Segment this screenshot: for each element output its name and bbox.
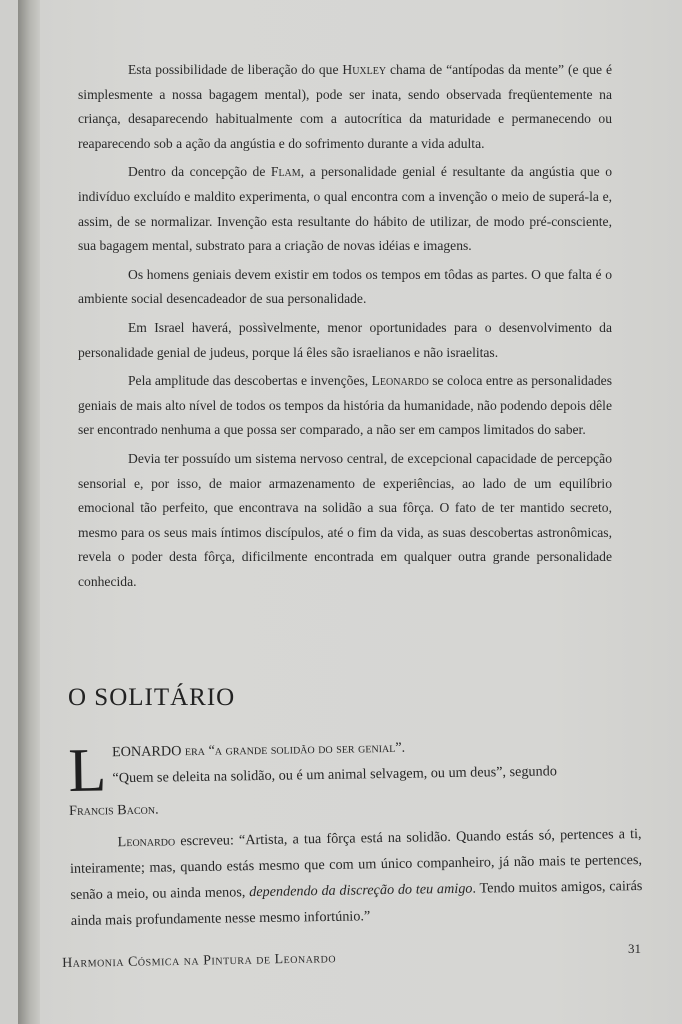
name-francis-bacon: Francis Bacon. (68, 801, 159, 819)
text-run: Esta possibilidade de liberação do que (128, 62, 343, 77)
paragraph-leonardo-amplitude (78, 369, 612, 443)
text-run: EONARDO era “a grande solidão do ser genial”. (111, 739, 406, 761)
paragraph-grande-solidao (67, 731, 641, 805)
body-text-upper (78, 58, 612, 598)
paragraph-huxley (78, 58, 612, 156)
italic-phrase: dependendo da discreção do teu amigo (249, 880, 473, 901)
name-huxley: Huxley (342, 62, 387, 77)
text-run: Dentro da concepção de (128, 164, 271, 180)
text-run: chama de “antípodas da mente” (e que é simplesmente a nossa bagagem mental), pode ser inata, sendo observada freqüentemente na criança, desaparecendo habitualmente com a autocrítica da maturidade e permanecendo ou reaparecendo sob a ação da angústia e do sofrimento durante a vida adulta. (78, 62, 612, 151)
text-run: , a personalidade genial é resultante da angústia que o indivíduo excluído e maldito experimenta, o qual encontra com a invenção o meio de superá-la e, assim, de se normalizar. Invenção esta resultante do hábito de utilizar, de modo pré-consciente, sua bagagem mental, substrato para a criação de novas idéias e imagens. (78, 164, 613, 254)
page-number: 31 (628, 941, 641, 956)
paragraph-bacon (69, 789, 641, 824)
paragraph-israel: Em Israel haverá, possìvelmente, menor oportunidades para o desenvolvimento da personalidade genial de judeus, porque lá êles são israelianos e não israelitas. (78, 319, 612, 360)
section-solitario-body (68, 731, 643, 940)
text-run: se coloca entre as personalidades geniais de mais alto nível de todos os tempos da história da humanidade, não podendo depois dêle ser encontrado nenhuma a que possa ser comparado, a não ser em campos limitados do saber. (78, 373, 612, 438)
text-run: . Tendo muitos amigos, cairás ainda mais profundamente nesse mesmo infortúnio.” (70, 877, 643, 929)
name-leonardo: Leonardo (371, 373, 429, 389)
running-footer-title: Harmonia Cósmica na Pintura de Leonardo (62, 951, 337, 971)
drop-cap: L (67, 736, 107, 805)
name-leonardo: Leonardo (117, 833, 176, 851)
text-run: “Quem se deleita na solidão, ou é um animal selvagem, ou um deus”, segundo (112, 763, 557, 787)
paragraph-artista-quote (69, 821, 643, 934)
book-spine-shadow (18, 0, 40, 1024)
paragraph-geniais: Os homens geniais devem existir em todos os tempos em tôdas as partes. O que falta é o ambiente social desencadeador de sua personalidade. (78, 266, 612, 307)
text-run: escreveu: “Artista, a tua fôrça está na solidão. Quando estás só, pertences a ti, inteiramente; mas, quando estás mesmo que com um único companheiro, já não mais te pertences, senão a meio, ou ainda menos, (69, 826, 643, 903)
paragraph-flam (78, 160, 612, 258)
name-flam: Flam (270, 164, 301, 180)
text-run: Pela amplitude das descobertas e invenções, (128, 373, 372, 389)
paragraph-sistema-nervoso: Devia ter possuído um sistema nervoso central, de excepcional capacidade de percepção sensorial e, por isso, de maior armazenamento de experiências, ao lado de um equilíbrio emocional tão perfeito, que encontrava na solidão a sua fôrça. O fato de ter mantido secreto, mesmo para os seus mais íntimos discípulos, até o fim da vida, as suas descobertas astronômicas, revela o poder desta fôrça, dificilmente encontrada em qualquer outra grande personalidade conhecida. (78, 450, 612, 589)
section-heading: O SOLITÁRIO (68, 684, 236, 711)
